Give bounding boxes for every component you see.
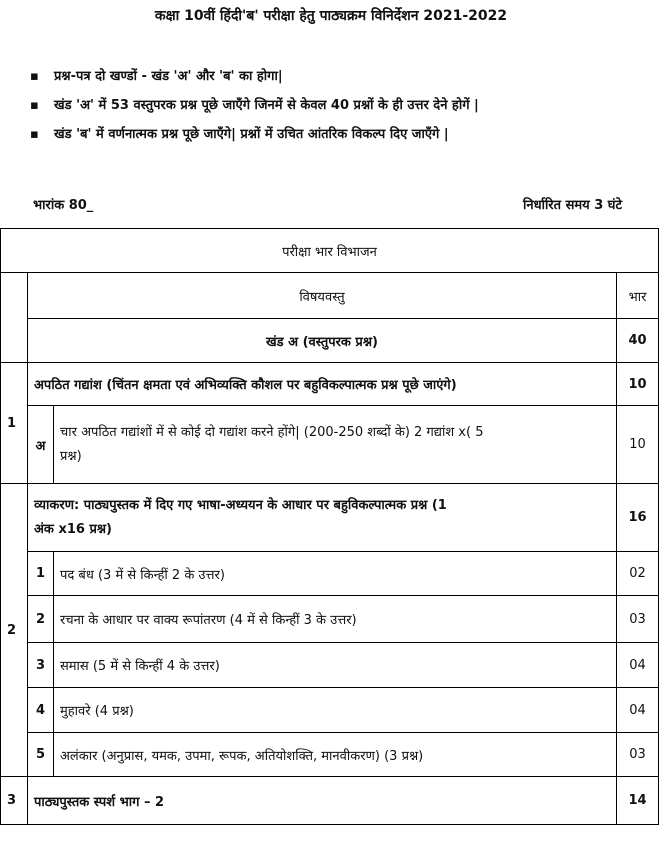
item-weight: 03	[617, 596, 659, 643]
q3-title: पाठ्यपुस्तक स्पर्श भाग – 2	[28, 777, 617, 825]
page-title: कक्षा 10वीं हिंदी'ब' परीक्षा हेतु पाठ्यक्रम विनिर्देशन 2021-2022	[154, 8, 508, 24]
q1-number: 1	[1, 363, 28, 484]
q1-sub-text: चार अपठित गद्यांशों में से कोई दो गद्यांश करने होंगे| (200-250 शब्दों के) 2 गद्यांश x( 5 प्रश्न)	[54, 406, 617, 484]
item-text: मुहावरे (4 प्रश्न)	[54, 688, 617, 733]
bullet-icon: ▪	[30, 127, 39, 142]
q3-weight: 14	[617, 777, 659, 825]
item-number: 4	[28, 688, 54, 733]
bullet-icon: ▪	[30, 69, 39, 84]
time-allowed: निर्धारित समय 3 घंटे	[523, 198, 622, 213]
table-row	[1, 596, 659, 643]
item-number: 3	[28, 643, 54, 688]
item-text: अलंकार (अनुप्रास, यमक, उपमा, रूपक, अतियोशक्ति, मानवीकरण) (3 प्रश्न)	[54, 733, 617, 777]
header-content: विषयवस्तु	[28, 273, 617, 319]
item-weight: 03	[617, 733, 659, 777]
item-number: 5	[28, 733, 54, 777]
item-text: पद बंध (3 में से किन्हीं 2 के उत्तर)	[54, 552, 617, 596]
q2-title: व्याकरण: पाठ्यपुस्तक में दिए गए भाषा-अध्ययन के आधार पर बहुविकल्पात्मक प्रश्न (1 अंक x16 प्रश्न)	[28, 484, 617, 552]
section-a-weight: 40	[617, 319, 659, 363]
table-row	[1, 688, 659, 733]
item-text: रचना के आधार पर वाक्य रूपांतरण (4 में से किन्हीं 3 के उत्तर)	[54, 596, 617, 643]
section-a-row	[1, 319, 659, 363]
table-row	[1, 406, 659, 484]
item-number: 2	[28, 596, 54, 643]
table-row	[1, 643, 659, 688]
item-weight: 04	[617, 688, 659, 733]
q2-weight: 16	[617, 484, 659, 552]
q3-number: 3	[1, 777, 28, 825]
table-row	[1, 363, 659, 406]
table-row	[1, 733, 659, 777]
q1-sub-number: अ	[28, 406, 54, 484]
table-row	[1, 777, 659, 825]
bullet-icon: ▪	[30, 98, 39, 113]
table-row	[1, 552, 659, 596]
item-weight: 02	[617, 552, 659, 596]
table-caption-row	[1, 229, 659, 273]
item-weight: 04	[617, 643, 659, 688]
instructions-list	[28, 62, 479, 149]
instruction-item: ▪ प्रश्न-पत्र दो खण्डों - खंड 'अ' और 'ब' का होगा|	[28, 62, 479, 91]
item-number: 1	[28, 552, 54, 596]
table-row	[1, 484, 659, 552]
table-header-row	[1, 273, 659, 319]
header-weight: भार	[617, 273, 659, 319]
max-marks: भारांक 80_	[33, 198, 94, 213]
q1-title: अपठित गद्यांश (चिंतन क्षमता एवं अभिव्यक्ति कौशल पर बहुविकल्पात्मक प्रश्न पूछे जाएंगे)	[28, 363, 617, 406]
table-caption: परीक्षा भार विभाजन	[1, 229, 659, 273]
q1-weight: 10	[617, 363, 659, 406]
q1-sub-weight: 10	[617, 406, 659, 484]
blank-cell	[1, 273, 28, 363]
instruction-item: ▪ खंड 'अ' में 53 वस्तुपरक प्रश्न पूछे जाएँगे जिनमें से केवल 40 प्रश्नों के ही उत्तर देने होगें |	[28, 91, 479, 120]
item-text: समास (5 में से किन्हीं 4 के उत्तर)	[54, 643, 617, 688]
weightage-table	[0, 228, 659, 825]
q2-number: 2	[1, 484, 28, 777]
section-a-label: खंड अ (वस्तुपरक प्रश्न)	[28, 319, 617, 363]
instruction-item: ▪ खंड 'ब' में वर्णनात्मक प्रश्न पूछे जाएँगे| प्रश्नों में उचित आंतरिक विकल्प दिए जाएँगे |	[28, 120, 479, 149]
